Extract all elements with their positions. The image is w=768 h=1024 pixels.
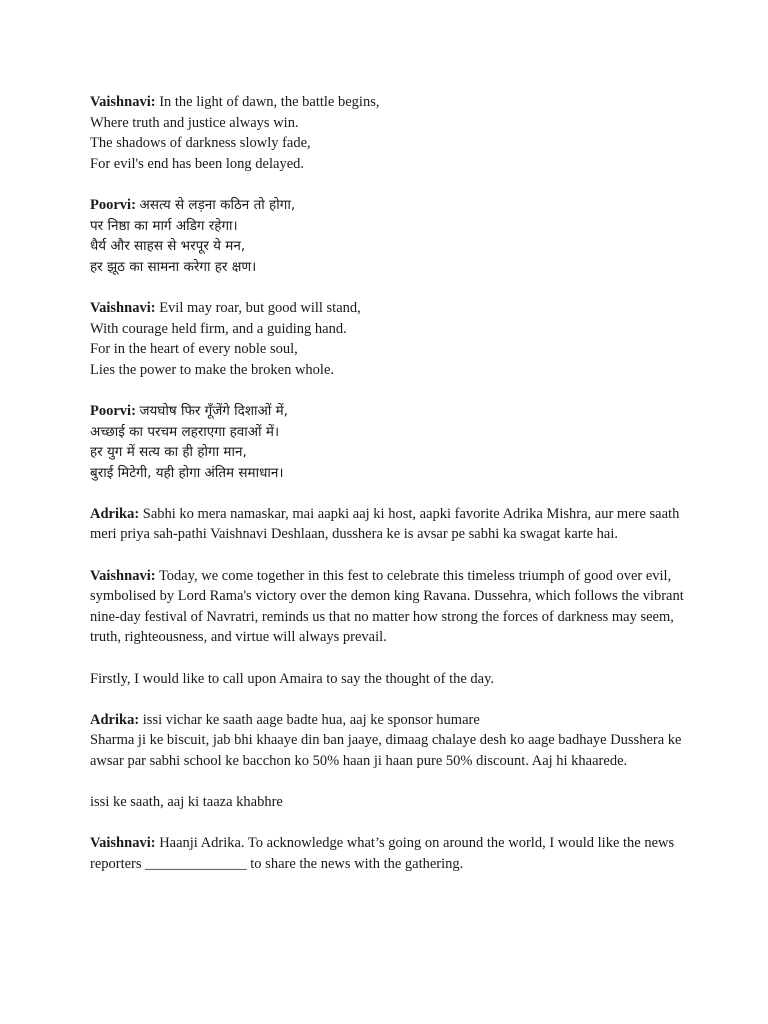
poem-line: With courage held firm, and a guiding hand. [90, 320, 347, 337]
speaker-label: Poorvi: [90, 402, 136, 419]
speaker-label: Adrika: [90, 505, 140, 522]
poem-line: पर निष्ठा का मार्ग अडिग रहेगा। [90, 217, 238, 234]
speaker-label: Poorvi: [90, 196, 136, 213]
speaker-label: Adrika: [90, 711, 140, 728]
dialogue-adrika-intro [90, 504, 690, 545]
dialogue-text [90, 504, 690, 545]
dialogue-body-continued: Sharma ji ke biscuit, jab bhi khaaye din ban jaaye, dimaag chalaye desh ko aage badhaye Dusshera ke awsar par sabhi school ke bacchon ko 50% haan ji haan pure 50% discount. Aaj hi khaarede. [90, 732, 682, 769]
poem-line: The shadows of darkness slowly fade, [90, 135, 311, 152]
poem-line: हर झूठ का सामना करेगा हर क्षण। [90, 258, 257, 275]
dialogue-text [90, 566, 690, 648]
dialogue-adrika-sponsor [90, 710, 690, 772]
poem-line: For in the heart of every noble soul, [90, 341, 298, 358]
poem-line: In the light of dawn, the battle begins, [159, 94, 380, 110]
poem-line: For evil's end has been long delayed. [90, 155, 305, 172]
poem-line: Lies the power to make the broken whole. [90, 361, 335, 378]
stanza-line [90, 195, 690, 216]
poem-stanza-poorvi-1 [90, 195, 690, 277]
paragraph-text: issi ke saath, aaj ki taaza khabhre [90, 794, 283, 811]
stanza-line [90, 401, 690, 422]
dialogue-body: Sabhi ko mera namaskar, mai aapki aaj ki host, aapki favorite Adrika Mishra, aur mere saath meri priya sah-pathi Vaishnavi Deshlaan, dusshera ke is avsar pe sabhi ka swagat karte hai. [90, 505, 680, 543]
speaker-label: Vaishnavi: [90, 567, 156, 584]
speaker-label: Vaishnavi: [90, 94, 156, 110]
poem-line: बुराई मिटेगी, यही होगा अंतिम समाधान। [90, 464, 284, 481]
dialogue-body: Haanji Adrika. To acknowledge what’s going on around the world, I would like the news reporters ______________ to share the news with the gathering. [90, 835, 675, 872]
dialogue-body: issi vichar ke saath aage badte hua, aaj ke sponsor humare [142, 711, 480, 728]
document-page [90, 92, 690, 895]
poem-stanza-vaishnavi-2 [90, 298, 690, 380]
dialogue-vaishnavi-news [90, 833, 690, 874]
dialogue-text [90, 833, 690, 874]
poem-line: असत्य से लड़ना कठिन तो होगा, [139, 196, 296, 213]
poem-line: Evil may roar, but good will stand, [159, 299, 361, 316]
poem-stanza-poorvi-2 [90, 401, 690, 483]
plain-paragraph [90, 669, 690, 690]
paragraph-text: Firstly, I would like to call upon Amaira to say the thought of the day. [90, 670, 495, 687]
speaker-label: Vaishnavi: [90, 835, 156, 852]
dialogue-text [90, 710, 690, 731]
poem-line: जयघोष फिर गूँजेंगे दिशाओं में, [139, 402, 288, 419]
poem-line: अच्छाई का परचम लहराएगा हवाओं में। [90, 423, 280, 440]
speaker-label: Vaishnavi: [90, 299, 156, 316]
stanza-line [90, 92, 690, 113]
dialogue-body: Today, we come together in this fest to celebrate this timeless triumph of good over evil, symbolised by Lord Rama's victory over the demon king Ravana. Dussehra, which follows the vibrant nine-day festival of Navratri, reminds us that no matter how strong the forces of darkness may seem, truth, righteousness, and virtue will always prevail. [90, 567, 684, 646]
stanza-line [90, 298, 690, 319]
poem-line: Where truth and justice always win. [90, 114, 299, 131]
dialogue-vaishnavi-speech [90, 566, 690, 648]
poem-stanza-vaishnavi-1 [90, 92, 690, 174]
plain-paragraph [90, 792, 690, 813]
poem-line: हर युग में सत्य का ही होगा मान, [90, 444, 247, 461]
poem-line: धैर्य और साहस से भरपूर ये मन, [90, 238, 246, 255]
